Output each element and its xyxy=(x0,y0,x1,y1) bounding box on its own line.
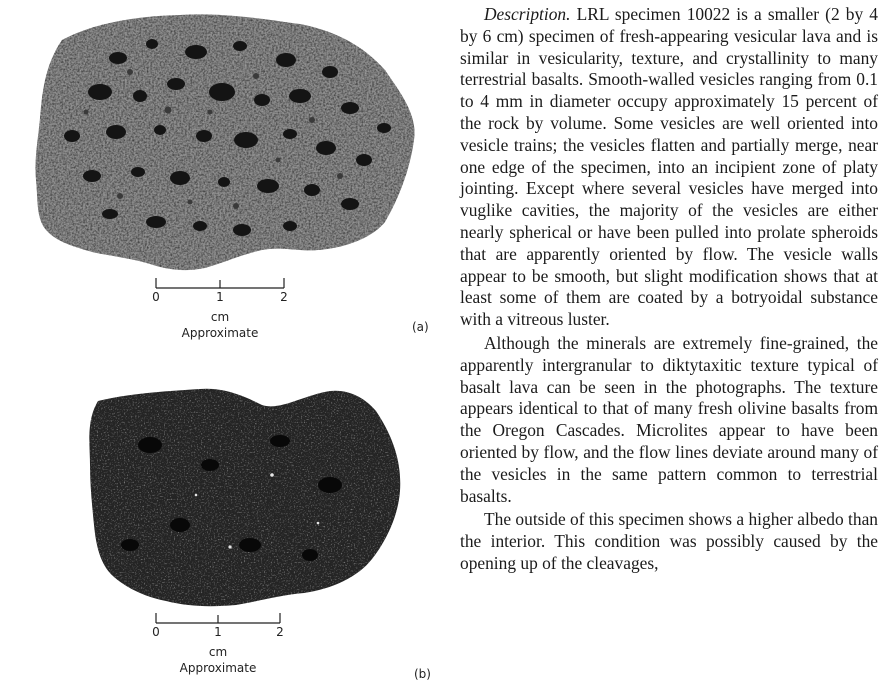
scale-tick-0: 0 xyxy=(152,625,160,639)
scale-bar-a xyxy=(152,279,288,343)
scale-tick-1: 1 xyxy=(216,290,224,304)
paragraph-description xyxy=(460,4,878,331)
scale-tick-1: 1 xyxy=(214,625,222,639)
scale-tick-0: 0 xyxy=(152,290,160,304)
paragraph-text: LRL specimen 10022 is a smaller (2 by 4 by 6 cm) specimen of fresh-appearing vesicular lava and is similar in vesicularity, texture, and crystallinity to many terrestrial basalts. Smooth-walled vesicles ranging from 0.1 to 4 mm in diameter occupy approximately 15 percent of the rock by volume. Some vesicles are well oriented into vesicle trains; the vesicles flatten and partially merge, near one edge of the specimen, into an incipient zone of platy jointing. Except where several vesicles have merged into vuglike cavities, the majority of the vesicles are either nearly spherical or have been pulled into prolate spheroids that are apparently oriented by flow. The vesicle walls appear to be smooth, but slight modification shows that at least some of them are coated by a botryoidal substance with a vitreous luster. xyxy=(460,4,878,330)
figure-a xyxy=(0,0,440,345)
scale-unit: cm xyxy=(210,310,230,324)
figure-label-a: (a) xyxy=(412,320,429,334)
paragraph-texture: Although the minerals are extremely fine-grained, the apparently intergranular to diktytaxitic texture typical of basalt lava can be seen in the photographs. The texture appears identical to that of many fresh olivine basalts from the Oregon Cascades. Microlites appear to have been oriented by flow, and the flow lines deviate around many of the vesicles in the same pattern common to terrestrial basalts. xyxy=(460,332,878,506)
scale-tick-2: 2 xyxy=(276,625,284,639)
paragraph-lead-in: Description. xyxy=(484,4,571,24)
scale-note: Approximate xyxy=(181,326,259,340)
scale-bar-b xyxy=(152,614,284,678)
scale-unit: cm xyxy=(208,645,228,659)
scale-note: Approximate xyxy=(179,661,257,675)
scale-tick-2: 2 xyxy=(280,290,288,304)
figure-label-b: (b) xyxy=(414,667,431,681)
figure-b xyxy=(0,345,440,691)
paragraph-albedo: The outside of this specimen shows a higher albedo than the interior. This condition was possibly caused by the opening up of the cleavages, xyxy=(460,509,878,573)
body-text-column xyxy=(460,4,878,577)
